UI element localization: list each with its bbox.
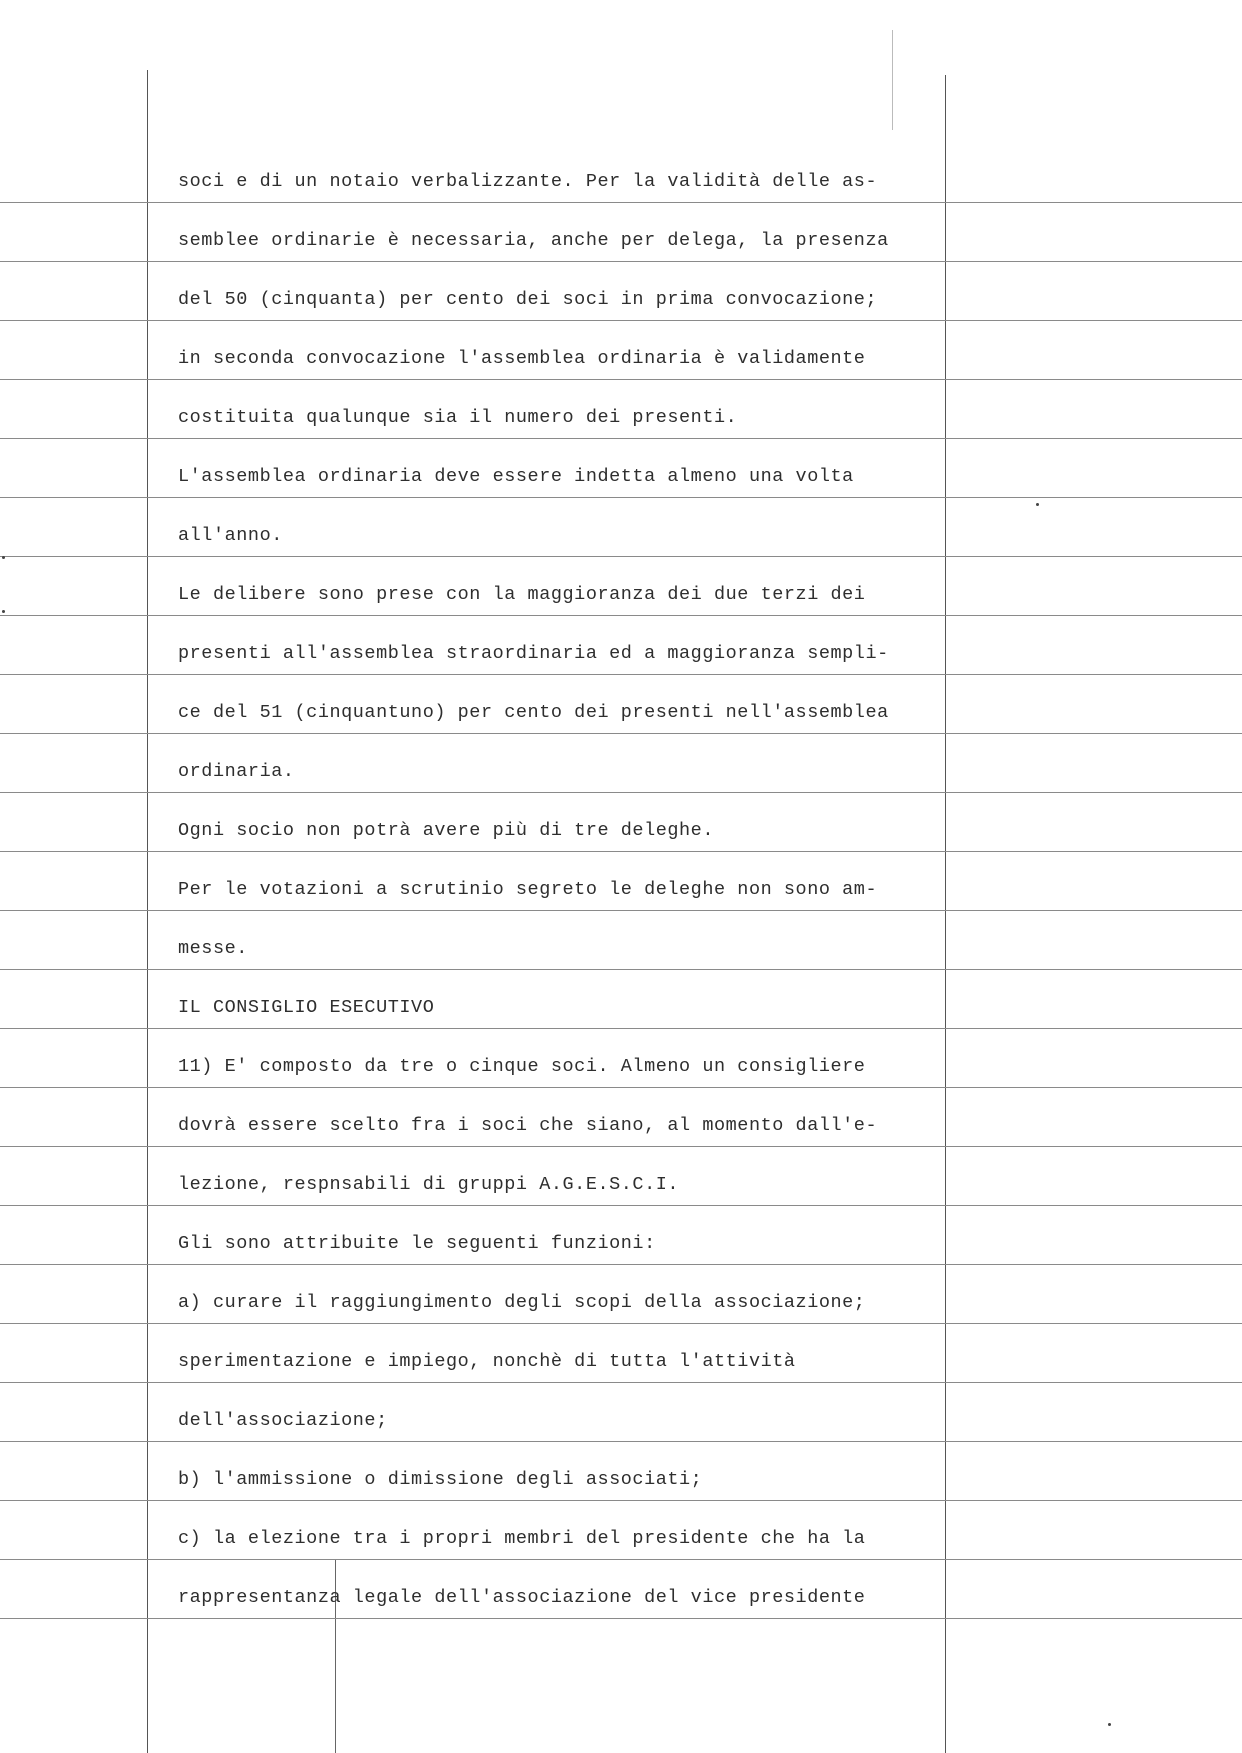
line-text: Per le votazioni a scrutinio segreto le deleghe non sono am- [178,879,878,900]
text-line [0,1323,1242,1383]
line-text: lezione, respnsabili di gruppi A.G.E.S.C.I. [178,1174,680,1195]
text-line [0,438,1242,498]
text-line [0,320,1242,380]
line-text: del 50 (cinquanta) per cento dei soci in prima convocazione; [178,289,878,310]
ink-speck [2,556,5,559]
text-line [0,1559,1242,1619]
text-line [0,202,1242,262]
line-text: 11) E' composto da tre o cinque soci. Almeno un consigliere [178,1056,866,1077]
text-line [0,1087,1242,1147]
ink-speck [1036,503,1039,506]
line-text: ordinaria. [178,761,295,782]
text-line [0,497,1242,557]
line-text: costituita qualunque sia il numero dei presenti. [178,407,738,428]
line-text: IL CONSIGLIO ESECUTIVO [178,997,435,1018]
text-line [0,1441,1242,1501]
line-text: all'anno. [178,525,283,546]
ink-speck [1108,1723,1111,1726]
text-line [0,969,1242,1029]
text-line [0,792,1242,852]
line-text: semblee ordinarie è necessaria, anche per delega, la presenza [178,230,889,251]
line-text: messe. [178,938,248,959]
text-line [0,615,1242,675]
line-text: ce del 51 (cinquantuno) per cento dei presenti nell'assemblea [178,702,889,723]
line-text: in seconda convocazione l'assemblea ordinaria è validamente [178,348,866,369]
line-text: Gli sono attribuite le seguenti funzioni: [178,1233,656,1254]
text-line [0,851,1242,911]
text-line [0,379,1242,439]
text-line [0,1146,1242,1206]
text-line [0,1500,1242,1560]
line-text: Ogni socio non potrà avere più di tre deleghe. [178,820,714,841]
line-text: sperimentazione e impiego, nonchè di tutta l'attività [178,1351,796,1372]
faint-margin-rule [892,30,893,130]
text-line [0,674,1242,734]
line-text: b) l'ammissione o dimissione degli associati; [178,1469,703,1490]
line-text: rappresentanza legale dell'associazione del vice presidente [178,1587,866,1608]
line-text: Le delibere sono prese con la maggioranza dei due terzi dei [178,584,866,605]
text-line [0,1205,1242,1265]
text-line [0,556,1242,616]
text-line [0,733,1242,793]
text-line [0,910,1242,970]
line-text: c) la elezione tra i propri membri del presidente che ha la [178,1528,866,1549]
ink-speck [2,610,5,613]
text-line [0,261,1242,321]
line-text: soci e di un notaio verbalizzante. Per la validità delle as- [178,171,878,192]
line-text: a) curare il raggiungimento degli scopi della associazione; [178,1292,866,1313]
line-text: presenti all'assemblea straordinaria ed a maggioranza sempli- [178,643,889,664]
text-line [0,1382,1242,1442]
text-line [0,143,1242,203]
line-text: dovrà essere scelto fra i soci che siano, al momento dall'e- [178,1115,878,1136]
text-line [0,1264,1242,1324]
text-line [0,1028,1242,1088]
line-text: L'assemblea ordinaria deve essere indetta almeno una volta [178,466,854,487]
line-text: dell'associazione; [178,1410,388,1431]
